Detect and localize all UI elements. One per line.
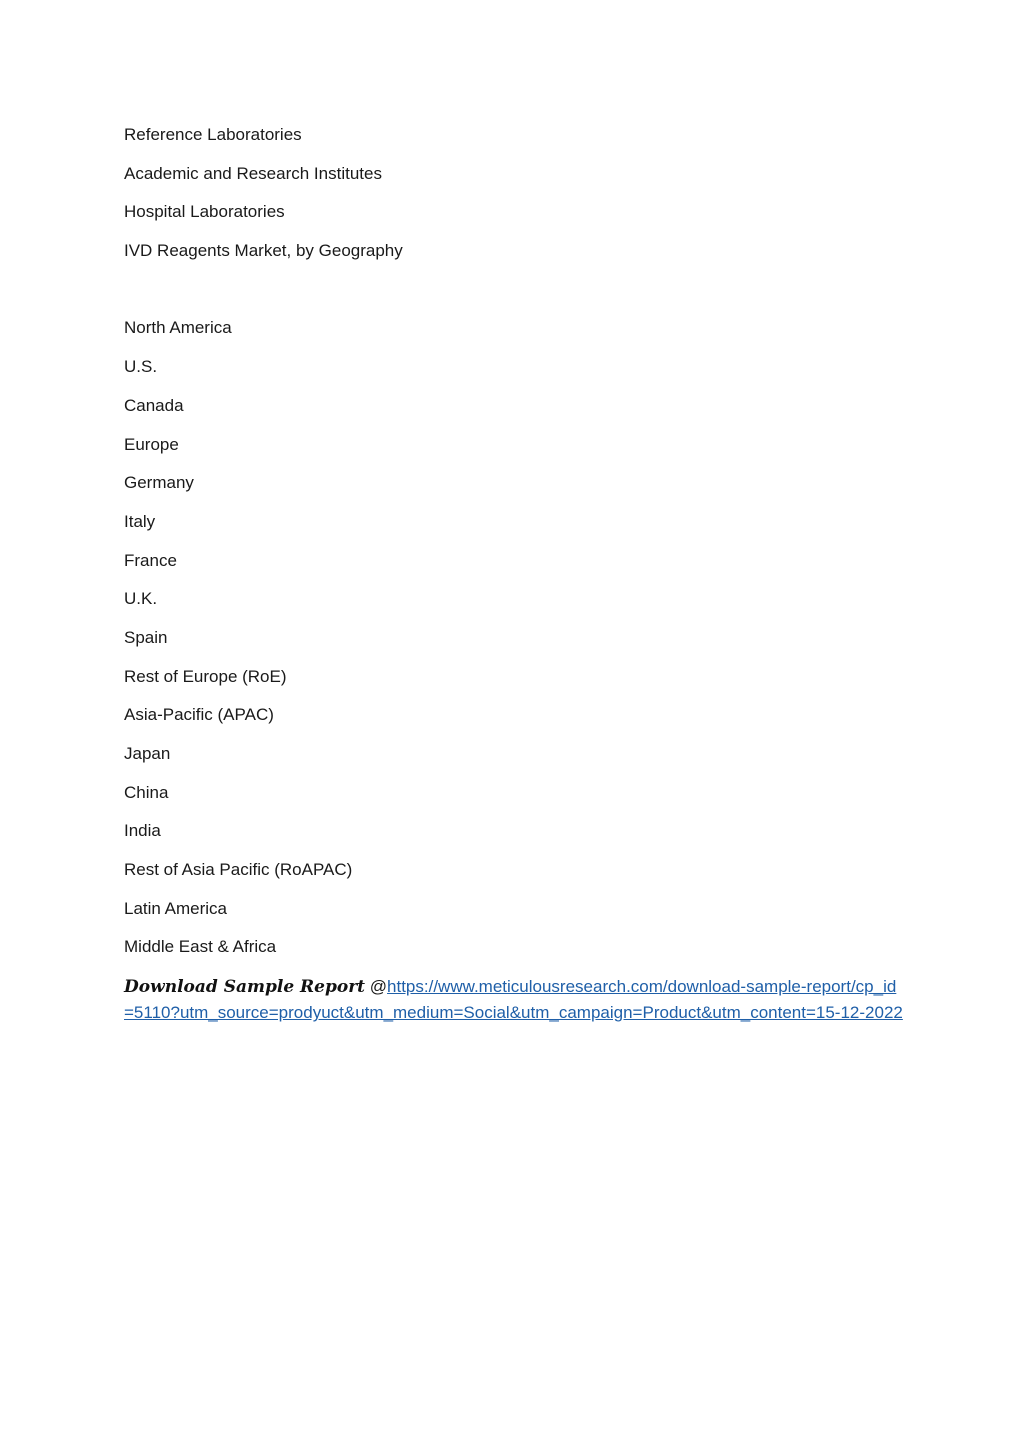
list-item: Hospital Laboratories xyxy=(124,202,285,222)
download-sample-paragraph xyxy=(124,974,904,1025)
list-item: Germany xyxy=(124,473,194,493)
list-item: Italy xyxy=(124,511,156,531)
list-item: Canada xyxy=(124,395,184,415)
download-sample-link[interactable]: https://www.meticulousresearch.com/download-sample-report/cp_id=5110?utm_source=prodyuct&utm_medium=Social&utm_campaign=Product&utm_content=15-12-2022 xyxy=(124,977,903,1023)
list-item: China xyxy=(124,782,169,802)
list-item: Latin America xyxy=(124,898,227,918)
list-item: U.K. xyxy=(124,589,158,609)
list-item: India xyxy=(124,821,161,841)
list-item: Academic and Research Institutes xyxy=(124,163,382,183)
list-item: U.S. xyxy=(124,357,158,377)
list-item: France xyxy=(124,550,177,570)
list-item: Japan xyxy=(124,744,171,763)
list-item: Reference Laboratories xyxy=(124,125,302,144)
document-content xyxy=(124,123,904,1025)
list-item: Spain xyxy=(124,627,168,647)
list-item: North America xyxy=(124,318,232,338)
blank-line xyxy=(124,278,904,317)
list-item: Asia-Pacific (APAC) xyxy=(124,705,274,725)
list-item: Europe xyxy=(124,434,179,454)
at-sign: @ xyxy=(369,977,388,997)
list-item: Rest of Europe (RoE) xyxy=(124,666,287,686)
list-item: Middle East & Africa xyxy=(124,937,277,957)
list-item: Rest of Asia Pacific (RoAPAC) xyxy=(124,860,353,880)
section-heading: IVD Reagents Market, by Geography xyxy=(124,241,403,261)
download-sample-label: Download Sample Report xyxy=(124,977,366,998)
